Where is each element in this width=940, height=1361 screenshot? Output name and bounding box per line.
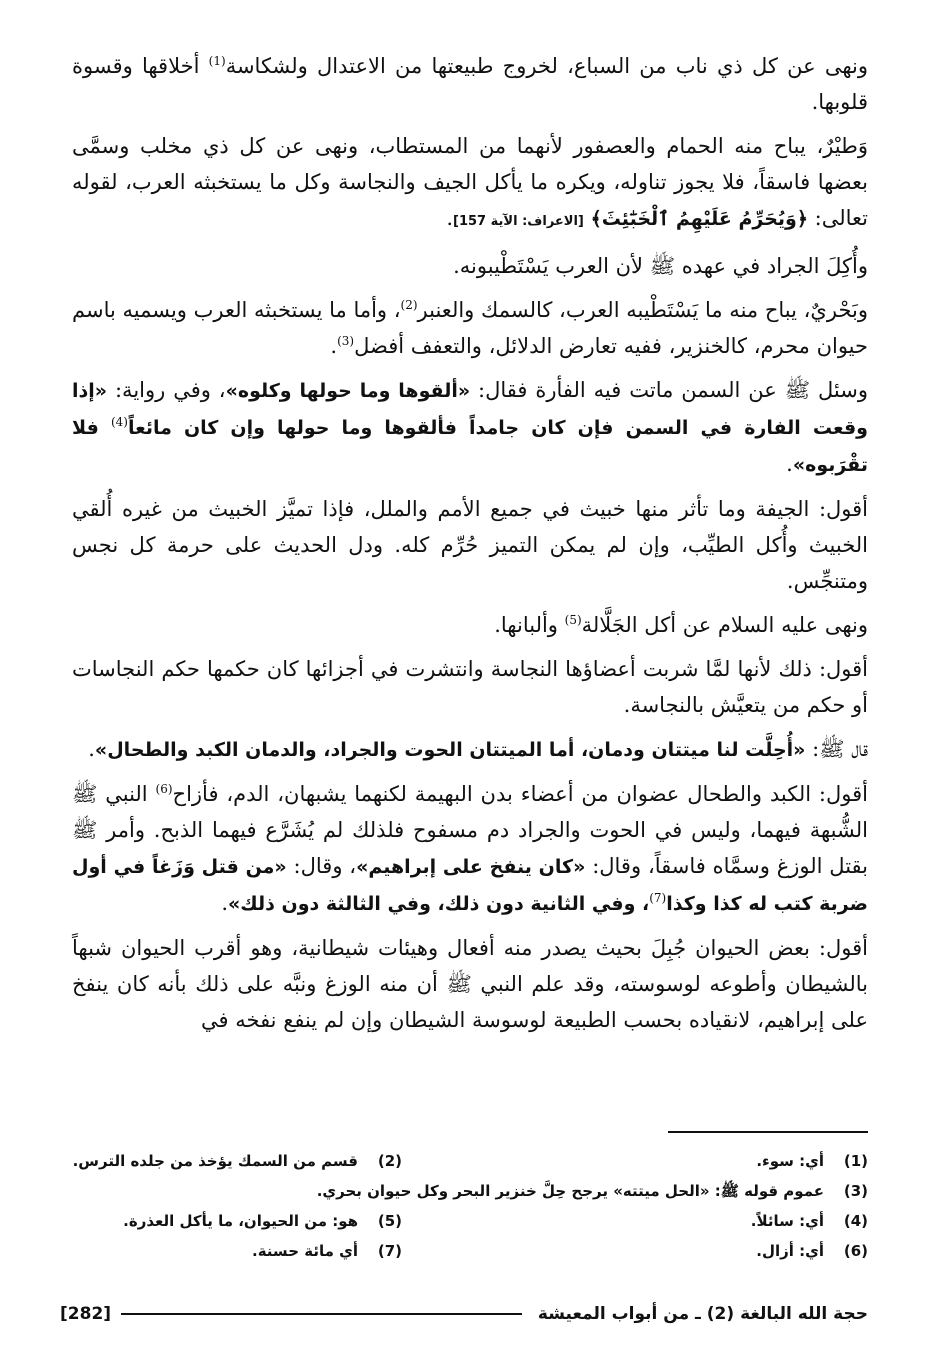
footnote-text: هو: من الحيوان، ما يأكل العذرة. xyxy=(123,1212,358,1230)
footnote-text: أي: سائلاً. xyxy=(750,1212,824,1230)
footnote-number: (6) xyxy=(843,1242,868,1260)
hadith-quote: «ألقوها وما حولها وكلوه» xyxy=(225,380,471,402)
text-run: وَطيْرٌ، يباح منه الحمام والعصفور لأنهما من المستطاب، ونهى عن كل ذي مخلب وسمَّى بعضها فاسقاً، فلا يجوز تناوله، ويكره ما يأكل الجيف والنجاسة وكل ما يستخبثه العرب، لقوله تعالى: xyxy=(72,134,868,230)
footnote xyxy=(402,1206,868,1236)
footer-rule xyxy=(121,1313,522,1315)
text-run: ، وقال: xyxy=(286,854,357,878)
footnote-text: أي: أزال. xyxy=(756,1242,824,1260)
footnote-marker: (7) xyxy=(649,891,667,905)
page-footer xyxy=(60,1296,868,1332)
paragraph xyxy=(72,776,868,922)
footnote xyxy=(72,1146,402,1176)
text-run xyxy=(584,206,591,230)
footnote-marker: (5) xyxy=(564,613,582,627)
footnote-number: (7) xyxy=(377,1242,402,1260)
text-run: ، وأما ما يستخبثه العرب ويسميه باسم حيوان محرم، كالخنزير، ففيه تعارض الدلائل، والتعفف أفضل xyxy=(72,298,868,358)
footnote xyxy=(402,1236,868,1266)
text-run: وسئل ﷺ عن السمن ماتت فيه الفأرة فقال: xyxy=(470,378,868,402)
footnote-row xyxy=(72,1146,868,1176)
text-run: . xyxy=(446,206,454,230)
hadith-quote: «من قتل وَزَغاً في أول ضربة كتب له كذا وكذا xyxy=(72,856,868,915)
footnote-text: قسم من السمك يؤخذ من جلده الترس. xyxy=(72,1152,358,1170)
page-number: [282] xyxy=(60,1304,112,1324)
footnote-marker: (1) xyxy=(208,54,226,68)
footnote-marker: (2) xyxy=(400,298,418,312)
footnote-text: أي مائة حسنة. xyxy=(252,1242,358,1260)
text-run: أقول: الجيفة وما تأثر منها خبيث في جميع الأمم والملل، فإذا تميَّز الخبيث من غيره أُلقي الخبيث وأُكل الطيِّب، وإن لم يمكن التميز حُرِّم كله. ودل الحديث على حرمة كل نجس ومتنجِّس. xyxy=(72,497,868,593)
text-run: أقول: بعض الحيوان جُبِلَ بحيث يصدر منه أفعال وهيئات شيطانية، وهو أقرب الحيوان شبهاً بالشيطان وأطوعه لوسوسته، وقد علم النبي ﷺ أن منه الوزغ ونبَّه على ذلك بأنه كان ينفخ على إبراهيم، لانقياده بحسب الطبيعة لوسوسة الشيطان وإن لم ينفع نفخه في xyxy=(72,936,868,1032)
text-run: وأُكِلَ الجراد في عهده ﷺ لأن العرب يَسْتَطْيبونه. xyxy=(453,254,868,278)
footnote-marker: (4) xyxy=(110,415,128,429)
footnote-row xyxy=(72,1206,868,1236)
footnote-number: (4) xyxy=(843,1212,868,1230)
paragraph xyxy=(72,651,868,723)
text-run: . xyxy=(88,737,95,761)
footnote-separator xyxy=(668,1131,868,1133)
text-run: . xyxy=(786,452,793,476)
footnote-text: أي: سوء. xyxy=(756,1152,824,1170)
text-run: ونهى عن كل ذي ناب من السباع، لخروج طبيعتها من الاعتدال ولشكاسة xyxy=(225,54,869,78)
paragraph xyxy=(72,248,868,284)
footnote xyxy=(72,1176,868,1206)
footnote-marker: (6) xyxy=(155,782,173,796)
hadith-quote: ، وفي الثانية دون ذلك، وفي الثالثة دون ذلك» xyxy=(228,893,650,915)
paragraph xyxy=(72,292,868,364)
footnote xyxy=(72,1206,402,1236)
text-run: النبي ﷺ الشُّبهة فيهما، وليس في الحوت والجراد دم مسفوح فلذلك لم يُشَرَّع فيهما الذبح. وأمر ﷺ بقتل الوزغ وسمَّاه فاسقاً، وقال: xyxy=(72,782,869,878)
hadith-quote: «أُحِلَّت لنا ميتتان ودمان، أما الميتتان الحوت والجراد، والدمان الكبد والطحال» xyxy=(94,739,806,761)
main-text xyxy=(72,48,868,1046)
text-run: قال ﷺ: xyxy=(805,737,868,761)
text-run: أقول: ذلك لأنها لمَّا شربت أعضاؤها النجاسة وانتشرت في أجزائها كان حكمها حكم النجاسات أو حكم من يتعيَّش بالنجاسة. xyxy=(72,657,868,717)
footnote xyxy=(402,1146,868,1176)
text-run: . xyxy=(221,891,229,915)
text-run: ، وفي رواية: xyxy=(107,378,226,402)
footnote-number: (2) xyxy=(377,1152,402,1170)
text-run: أخلاقها وقسوة قلوبها. xyxy=(72,54,868,114)
footnote-number: (3) xyxy=(843,1182,868,1200)
paragraph xyxy=(72,607,868,643)
text-run: وبَحْريٌ، يباح منه ما يَسْتَطْيبه العرب، كالسمك والعنبر xyxy=(417,298,868,322)
footnotes xyxy=(72,1146,868,1266)
verse-reference: [الاعراف: الآية 157] xyxy=(453,214,584,229)
paragraph xyxy=(72,930,868,1038)
text-run: أقول: الكبد والطحال عضوان من أعضاء بدن البهيمة لكنهما يشبهان، الدم، فأزاح xyxy=(172,782,868,806)
quran-verse: ﴿وَيُحَرِّمُ عَلَيْهِمُ ٱلْخَبَٰٓئِثَ﴾ xyxy=(590,208,808,230)
footnote-marker: (3) xyxy=(337,334,355,348)
paragraph xyxy=(72,48,868,120)
paragraph xyxy=(72,491,868,599)
running-head: حجة الله البالغة (2) ـ من أبواب المعيشة xyxy=(537,1304,868,1324)
hadith-quote: فلا تقْرَبوه» xyxy=(72,417,868,476)
footnote-number: (1) xyxy=(843,1152,868,1170)
footnote-text: عموم قوله ﷺ: «الحل ميتته» يرجح حِلَّ خنزير البحر وكل حيوان بحري. xyxy=(316,1182,824,1200)
paragraph xyxy=(72,372,868,483)
text-run: وألبانها. xyxy=(494,613,565,637)
text-run: . xyxy=(330,334,338,358)
hadith-quote: «كان ينفخ على إبراهيم» xyxy=(356,856,586,878)
footnote-row xyxy=(72,1236,868,1266)
text-run: ونهى عليه السلام عن أكل الجَلَّالة xyxy=(581,613,868,637)
footnote-number: (5) xyxy=(377,1212,402,1230)
footnote xyxy=(72,1236,402,1266)
paragraph xyxy=(72,128,868,240)
hadith-quote: «إذا وقعت الفارة في السمن فإن كان جامداً فألقوها وما حولها وإن كان مائعاً xyxy=(72,380,868,439)
paragraph xyxy=(72,731,868,768)
footnote-row xyxy=(72,1176,868,1206)
